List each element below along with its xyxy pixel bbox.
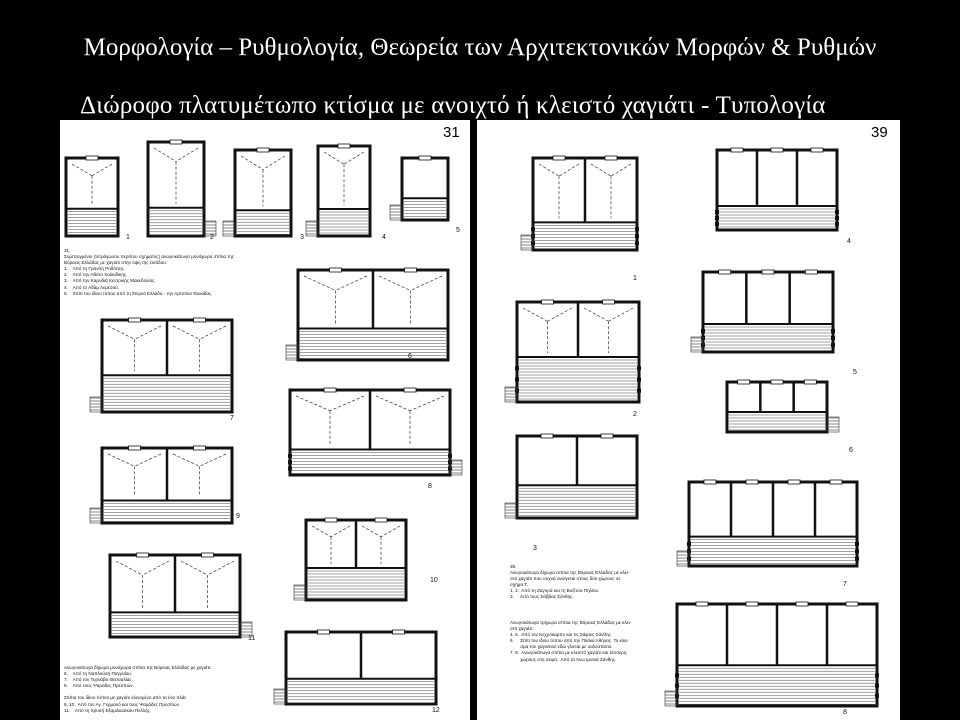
left-figure-label-1: 1 bbox=[126, 234, 130, 241]
right-figure-label-8: 8 bbox=[843, 709, 847, 716]
right-figure-label-7: 7 bbox=[843, 581, 847, 588]
floor-plan bbox=[90, 446, 232, 523]
left-figure-label-12: 12 bbox=[432, 707, 440, 714]
right-figure-label-4: 4 bbox=[847, 238, 851, 245]
floor-plan bbox=[288, 388, 462, 475]
left-page-number: 31 bbox=[443, 124, 460, 141]
left-caption-top: 31. Συμπτυγμένοι (τετράγωνου περίπου σχήματος) ανωγοκάτωγα μονόχωρα σπίτια της Βόρειας Ελλάδας με χαγιάτι στην όψη της εισόδου: 1. Από τη Γρανίτη Ροδόπης. 2. Από την Αθύτο Χαλκιδικής. 3. Από την Καρυδιά Κεντρικής Μακεδονίας. 4. Από το Αδάμ Λεμεσού. 5. Σπίτι του ίδιου τύπου από τη Στερεά Ελλάδα - την Αρτοτίνα Φωκίδας. bbox=[64, 248, 234, 296]
floor-plan bbox=[521, 156, 639, 250]
floor-plan bbox=[505, 300, 641, 402]
floor-plan bbox=[715, 148, 839, 230]
left-figure-label-7: 7 bbox=[230, 415, 234, 422]
floor-plan bbox=[505, 434, 637, 518]
left-figure-label-2: 2 bbox=[210, 234, 214, 241]
floor-plan bbox=[665, 602, 879, 706]
right-page-number: 39 bbox=[871, 124, 888, 141]
right-figure-label-3: 3 bbox=[533, 545, 537, 552]
left-caption-bottom: Ανωγοκάτωγα δίχωρα μονόχωρα σπίτια της Βόρειας Ελλάδας με χαγιάτι: 6. Από τη Ναπλούση Παγγαίου. 7. Από τον Τυρνάβο Θεσσαλίας. 8. Από τους Ψαράδες Πρεσπών. Σπίτια του ίδιου τύπου με χαγιάτι κλεισμένο από τα ένα πλάι: 9, 10. Από τον Αγ. Γερμανό και τους Ψαράδες Πρεσπών. 11. Από τη Χρυσή Εξαμιλιώτικου Πελλής. bbox=[64, 665, 212, 713]
floor-plan bbox=[223, 148, 291, 236]
floor-plan bbox=[691, 270, 835, 352]
floor-plan bbox=[110, 553, 252, 637]
floor-plan bbox=[677, 480, 859, 566]
left-figure-label-11: 11 bbox=[248, 635, 256, 642]
left-figure-label-6: 6 bbox=[408, 353, 412, 360]
slide-title: Μορφολογία – Ρυθμολογία, Θεωρεία των Αρχιτεκτονικών Μορφών & Ρυθμών bbox=[83, 34, 877, 61]
floor-plan bbox=[306, 144, 370, 236]
floor-plan bbox=[90, 318, 232, 412]
right-caption-bottom: Ανωγοκάτωγα τρίχωρα σπίτια της Βόρειας Ελλάδας με κλει- στό χαγιάτι: 4, 5. Από τον Κεχρόκαμπο και τις Σάφτες Σάνθης. 6. Σπίτι του ίδιου τύπου από την Πλάκα Αθήνας. Το κλει- σμα του χαγιατιού εδώ γίνεται με υαλοστάσιο. 7, 8. Ανωγοκάτωγα σπίτια με κλειστό χαγιάτι και τέσσερις χώρους στη σειρά. Από τα Άνω Ιμανιά Σάνθης. bbox=[510, 620, 632, 662]
left-figure-label-10: 10 bbox=[430, 577, 438, 584]
right-figure-label-6: 6 bbox=[849, 447, 853, 454]
left-figure-label-5: 5 bbox=[456, 227, 460, 234]
floor-plan bbox=[274, 630, 436, 704]
slide-subtitle: Διώροφο πλατυμέτωπο κτίσμα με ανοιχτό ή κλειστό χαγιάτι - Τυπολογία bbox=[80, 92, 826, 119]
right-figure-label-5: 5 bbox=[853, 369, 857, 376]
left-figure-label-3: 3 bbox=[300, 234, 304, 241]
right-figure-label-1: 1 bbox=[633, 275, 637, 282]
right-book-page bbox=[477, 120, 900, 720]
left-book-page bbox=[60, 120, 470, 720]
left-figure-label-4: 4 bbox=[382, 234, 386, 241]
floor-plan bbox=[390, 156, 448, 220]
floor-plan bbox=[286, 268, 448, 360]
right-caption-top: 38. Ανωγοκάτωγα δίχωρα σπίτια της Βόρειας Ελλάδας με κλει- στό χαγιάτι που συχνά ανοίγεται στους δύο χώρους σε σχήμα Τ. 1, 2. Από τη Ζαγορά και τη Βυζίτσα Πηλίου. 3. Από τους Σάββας Σάνθης. bbox=[510, 564, 630, 600]
floor-plan bbox=[66, 156, 118, 236]
left-figure-label-8: 8 bbox=[428, 483, 432, 490]
floor-plan bbox=[727, 380, 839, 432]
left-floor-plans-drawing bbox=[60, 120, 470, 720]
right-figure-label-2: 2 bbox=[633, 411, 637, 418]
floor-plan bbox=[148, 140, 216, 236]
floor-plan bbox=[294, 518, 406, 600]
left-figure-label-9: 9 bbox=[236, 513, 240, 520]
